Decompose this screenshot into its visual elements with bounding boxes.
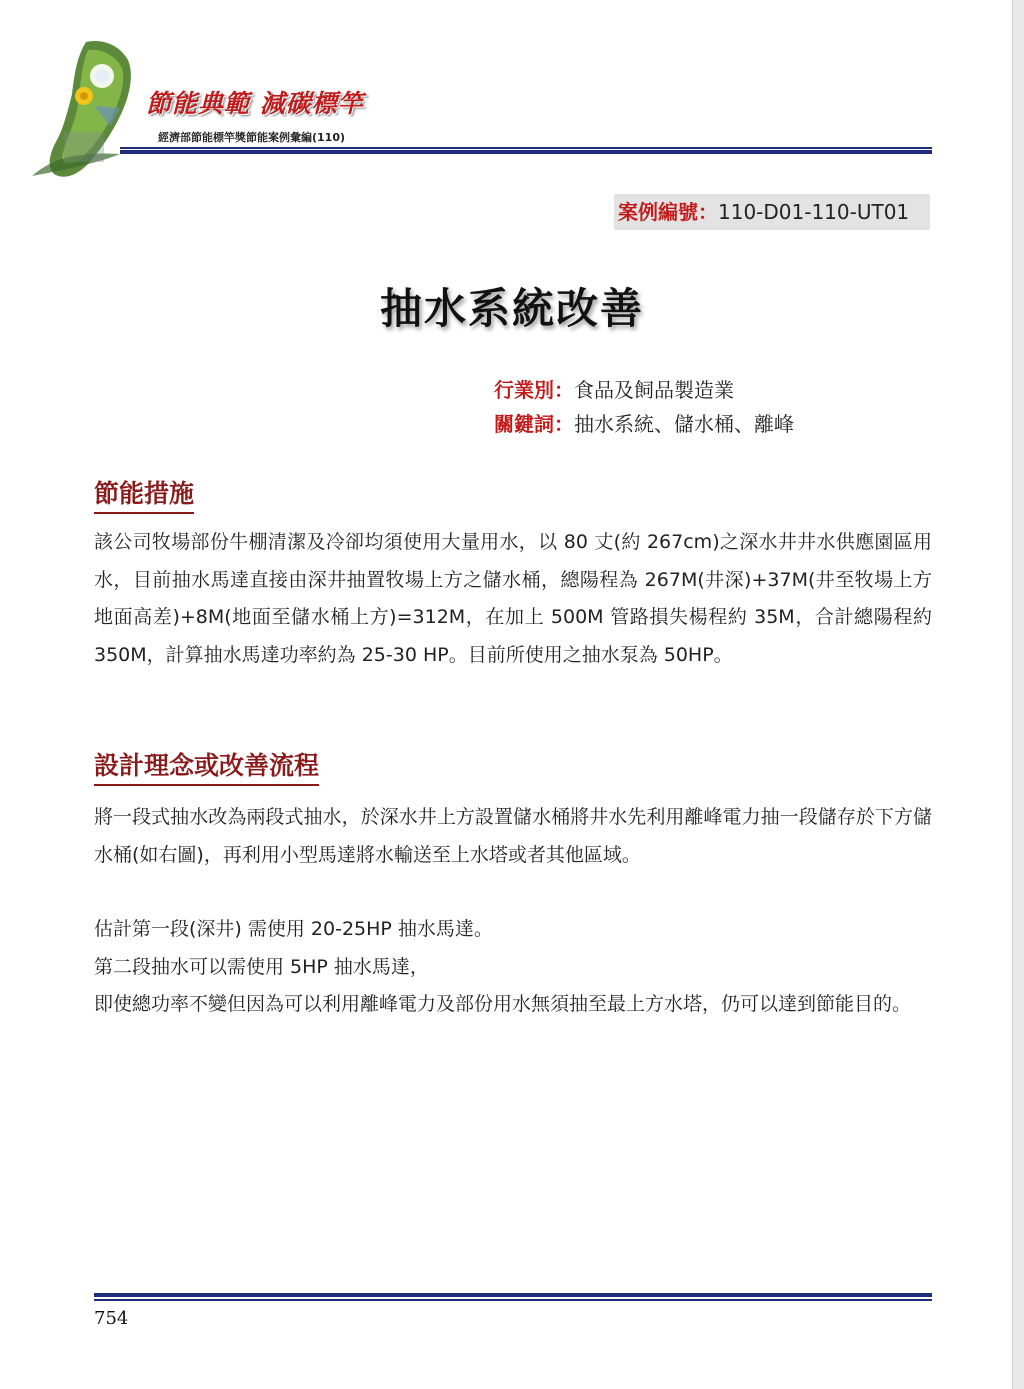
industry-value: 食品及飼品製造業 xyxy=(574,378,734,402)
section-heading-measures: 節能措施 xyxy=(94,474,194,514)
case-number-value: 110-D01-110-UT01 xyxy=(718,200,910,224)
industry-row xyxy=(494,374,734,403)
design-text: 將一段式抽水改為兩段式抽水，於深水井上方設置儲水桶將井水先利用離峰電力抽一段儲存於下方儲水桶(如右圖)，再利用小型馬達將水輸送至上水塔或者其他區域。 xyxy=(94,806,932,866)
design-note-line1: 估計第一段(深井) 需使用 20-25HP 抽水馬達。 xyxy=(94,918,493,940)
keywords-value: 抽水系統、儲水桶、離峰 xyxy=(574,412,794,436)
page-edge xyxy=(1012,0,1024,1389)
measures-paragraph xyxy=(94,524,932,674)
industry-label: 行業別： xyxy=(494,378,574,402)
keywords-row xyxy=(494,408,794,437)
page-edge-line xyxy=(1012,0,1013,1389)
footer-rule-thin xyxy=(94,1299,932,1301)
design-note-line2: 第二段抽水可以需使用 5HP 抽水馬達， xyxy=(94,955,429,978)
design-notes xyxy=(94,911,932,1024)
measures-text: 該公司牧場部份牛棚清潔及冷卻均須使用大量用水，以 80 丈(約 267cm)之深水井井水供應園區用水，目前抽水馬達直接由深井抽置牧場上方之儲水桶，總陽程為 267M(井深)+37M(井至牧場上方地面高差)+8M(地面至儲水桶上方)=312M，在加上 500M 管路損失楊程約 35M，合計總陽程約 350M，計算抽水馬達功率約為 25-30 HP。目前所使用之抽水泵為 50HP。 xyxy=(94,531,932,666)
slogan: 節能典範 減碳標竿 xyxy=(146,89,364,118)
design-note-line3: 即使總功率不變但因為可以利用離峰電力及部份用水無須抽至最上方水塔，仍可以達到節能目的。 xyxy=(94,993,912,1015)
section-heading-design: 設計理念或改善流程 xyxy=(94,746,319,786)
taiwan-logo-icon xyxy=(24,36,154,186)
keywords-label: 關鍵詞： xyxy=(494,412,574,436)
footer-rule-thick xyxy=(94,1293,932,1297)
case-number-label: 案例編號： xyxy=(618,200,718,224)
header-rule-thick xyxy=(120,150,932,154)
design-paragraph xyxy=(94,799,932,874)
page-number: 754 xyxy=(94,1308,129,1329)
page-title: 抽水系統改善 xyxy=(379,284,644,333)
series-title: 經濟部節能標竿獎節能案例彙編(110) xyxy=(158,131,346,144)
header-rule-thin xyxy=(120,147,932,149)
case-number-box xyxy=(614,194,930,230)
